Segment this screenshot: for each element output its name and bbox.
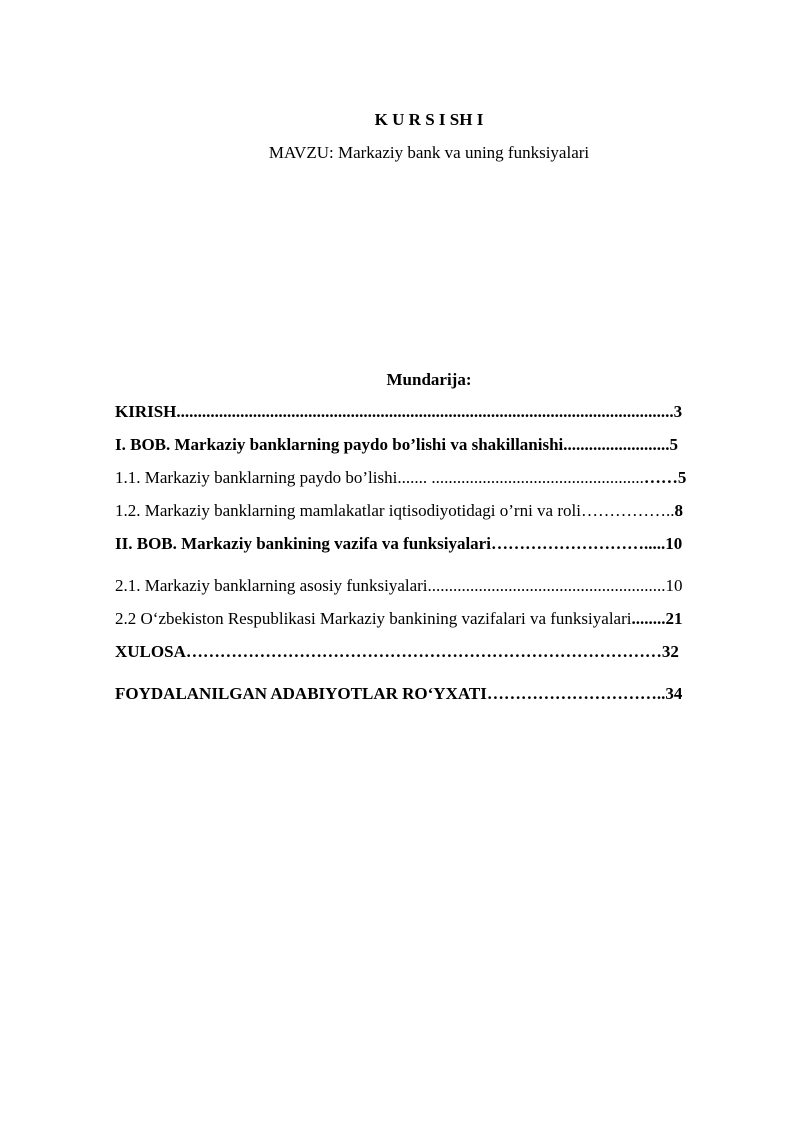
toc-item-1-1-page: ……5 xyxy=(643,468,687,487)
toc-item-chapter-1: I. BOB. Markaziy banklarning paydo bo’lishi va shakillanishi.........................5 xyxy=(115,435,679,454)
toc-item-2-2-page: ........21 xyxy=(631,609,683,628)
toc-item-2-2-text: 2.2 O‘zbekiston Respublikasi Markaziy bankining vazifalari va funksiyalari xyxy=(115,609,632,628)
toc-item-1-2-text: 1.2. Markaziy banklarning mamlakatlar iqtisodiyotidagi o’rni va roli…………….. xyxy=(115,501,675,520)
toc-item-1-1 xyxy=(115,467,745,489)
toc-heading: Mundarija: xyxy=(386,370,472,389)
toc-item-chapter-2: II. BOB. Markaziy bankining vazifa va funksiyalari……………………….....10 xyxy=(115,534,683,553)
toc-item-2-1: 2.1. Markaziy banklarning asosiy funksiyalari........................................................10 xyxy=(115,576,683,595)
toc-item-1-2 xyxy=(115,500,745,522)
toc-item-kirish: KIRISH.....................................................................................................................3 xyxy=(115,402,683,421)
toc-item-xulosa: XULOSA…………………………………………………………………………32 xyxy=(115,642,679,661)
page-subtitle: MAVZU: Markaziy bank va uning funksiyalari xyxy=(268,143,590,162)
toc-item-2-2 xyxy=(115,608,745,630)
toc-item-references: FOYDALANILGAN ADABIYOTLAR RO‘YXATI…………………………..34 xyxy=(115,684,683,703)
page-title: K U R S I SH I xyxy=(374,110,484,129)
toc-item-1-1-text: 1.1. Markaziy banklarning paydo bo’lishi....... .................................................. xyxy=(115,468,644,487)
toc-item-1-2-page: 8 xyxy=(674,501,683,520)
